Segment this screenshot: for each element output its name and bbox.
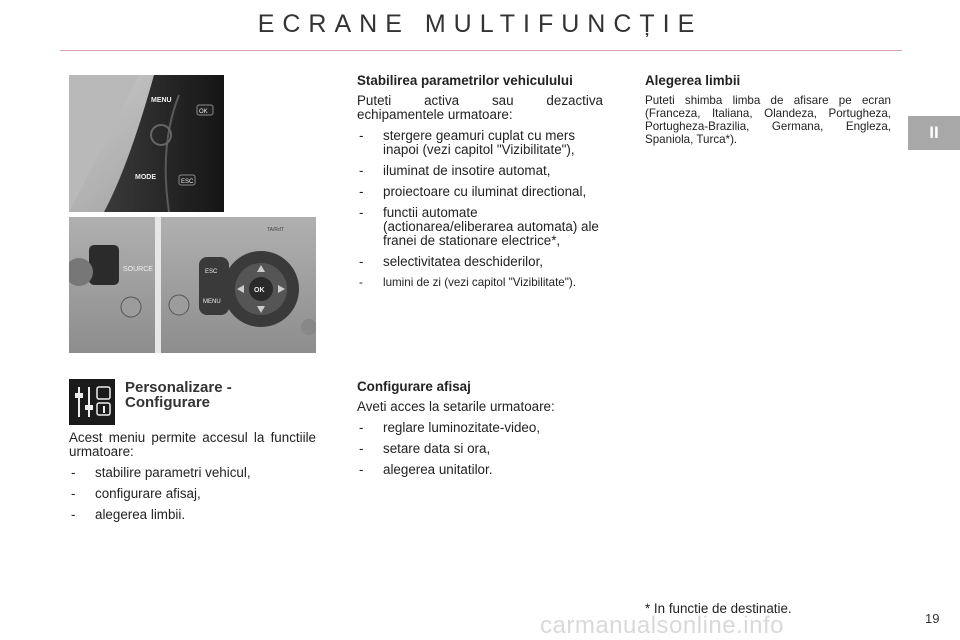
limbi-heading: Alegerea limbii [645,73,741,88]
ok-label: OK [199,109,208,115]
list-item: - stabilire parametri vehicul, [71,465,251,480]
parametri-list [357,129,603,290]
limbi-section [645,74,891,153]
settings-sliders-icon [69,379,115,425]
list-item: - lumini de zi (vezi capitol "Vizibilitate"). [359,276,576,289]
source-label: SOURCE [123,266,153,273]
list-item: - proiectoare cu iluminat directional, [359,184,587,199]
list-item: - iluminat de insotire automat, [359,163,551,178]
parametri-section [357,74,603,297]
afisaj-section [357,380,603,484]
personalizare-heading: Personalizare - Configurare [125,379,232,411]
dash-menu-label: MENU [203,299,221,305]
title-divider [60,50,902,51]
menu-label: MENU [151,97,172,104]
personalizare-section [69,431,316,529]
list-item: - selectivitatea deschiderilor, [359,254,544,269]
page-title: ECRANE MULTIFUNCȚIE [257,10,703,38]
dashboard-controls-photo [69,217,316,353]
list-item: - alegerea unitatilor. [359,462,493,477]
dash-ok-label: OK [254,287,265,294]
list-item: - reglare luminozitate-video, [359,420,541,435]
list-item: - functii automate (actionarea/eliberarea automata) ale franei de stationare electrice*, [359,205,599,248]
dash-esc-label: ESC [205,269,218,275]
mode-label: MODE [135,174,156,181]
watermark: carmanualsonline.info [540,612,784,639]
personalizare-list [69,466,316,522]
list-item: - alegerea limbii. [71,507,186,522]
ta-label: TA/RdT [267,227,284,233]
limbi-text: Puteti shimba limba de afisare pe ecran (Franceza, Italiana, Olandeza, Portugheza, Portugheza-Brazilia, Germana, Engleza, Spaniola, Turca*). [645,94,891,146]
list-item: - setare data si ora, [359,441,491,456]
personalizare-intro: Acest meniu permite accesul la functiile urmatoare: [69,430,316,459]
steering-controls-photo [69,75,224,212]
afisaj-heading: Configurare afisaj [357,379,471,394]
parametri-intro: Puteti activa sau dezactiva echipamentele urmatoare: [357,93,603,122]
afisaj-list [357,421,603,477]
footnote: * In functie de destinatie. [645,601,792,616]
list-item: - configurare afisaj, [71,486,201,501]
list-item: - stergere geamuri cuplat cu mers inapoi (vezi capitol "Vizibilitate"), [359,128,576,157]
parametri-heading: Stabilirea parametrilor vehiculului [357,73,573,88]
afisaj-intro: Aveti acces la setarile urmatoare: [357,399,555,414]
esc-label: ESC [181,179,194,185]
page-number: 19 [925,611,940,626]
chapter-tab[interactable]: II [908,116,960,150]
